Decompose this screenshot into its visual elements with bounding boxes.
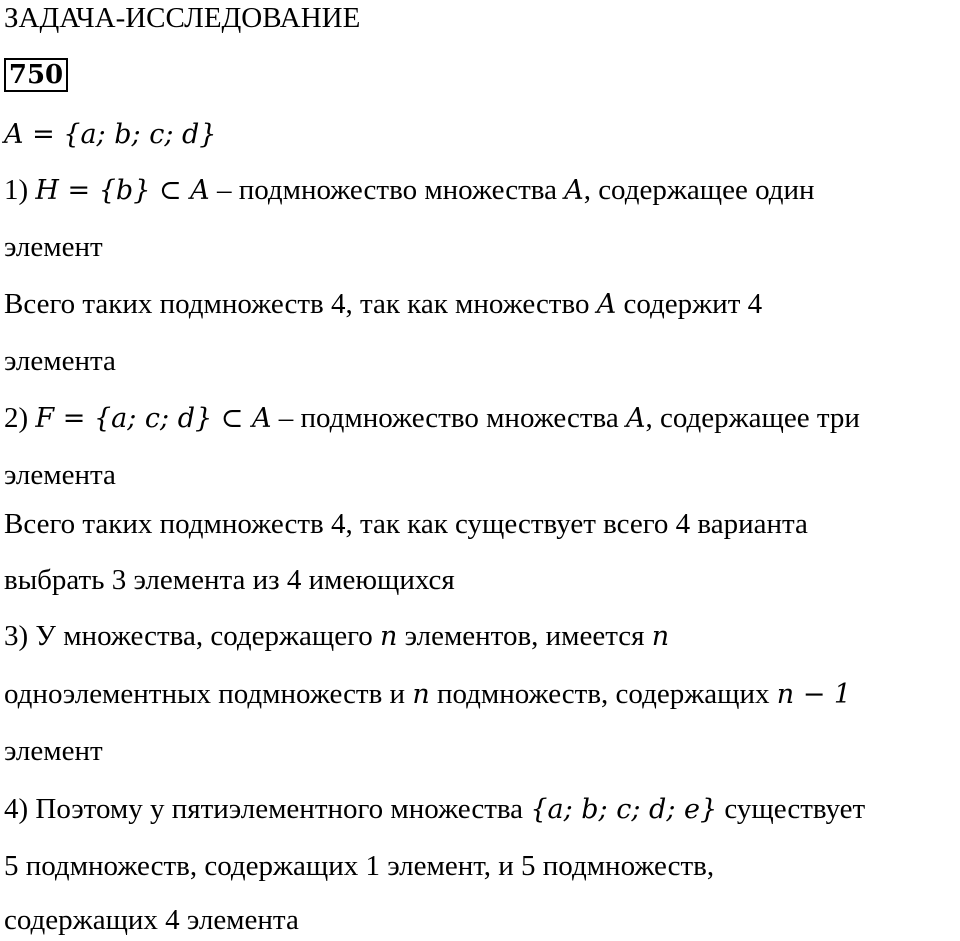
part3-label: 3) [4, 620, 29, 652]
part1-line1 [4, 176, 815, 205]
part1-text-a: – подмножество множества [209, 174, 565, 206]
part2-line2: элемента [4, 459, 116, 491]
part2-text-a: – подмножество множества [271, 402, 626, 434]
set-definition [4, 120, 216, 149]
part3-n1: n [380, 621, 398, 652]
part3-n2: n [651, 621, 670, 652]
part3-text-b: элементов, имеется [397, 620, 652, 652]
part4-label: 4) [4, 793, 29, 825]
part3-text-a: У множества, содержащего [28, 620, 381, 652]
part1-line3-set: A [596, 289, 617, 320]
part1-line3-text-b: содержит 4 [616, 288, 763, 320]
section-title: ЗАДАЧА-ИССЛЕДОВАНИЕ [4, 2, 361, 34]
part2-line3: Всего таких подмножеств 4, так как существует всего 4 варианта [4, 508, 808, 540]
part3-line2-text-a: одноэлементных подмножеств и [4, 678, 413, 710]
part1-label: 1) [4, 174, 29, 206]
part1-line3 [4, 290, 762, 319]
part4-line3: содержащих 4 элемента [4, 904, 299, 936]
part1-text-b: , содержащее один [583, 174, 815, 206]
part3-line3: элемент [4, 735, 103, 767]
part2-label: 2) [4, 402, 29, 434]
part2-line4: выбрать 3 элемента из 4 имеющихся [4, 564, 455, 596]
part3-line2-text-b: подмножеств, содержащих [429, 678, 777, 710]
part1-formula: H = {b} ⊂ A [35, 175, 210, 206]
part2-formula: F = {a; c; d} ⊂ A [35, 403, 272, 434]
part4-text-a: Поэтому у пятиэлементного множества [28, 793, 531, 825]
part2-text-b: , содержащее три [645, 402, 860, 434]
part2-set-name: A [625, 403, 646, 434]
part3-line1 [4, 622, 669, 651]
part1-line3-text-a: Всего таких подмножеств 4, так как множество [4, 288, 597, 320]
problem-number-box: 750 [4, 58, 68, 92]
part4-line2: 5 подмножеств, содержащих 1 элемент, и 5 подмножеств, [4, 850, 715, 882]
part4-set5: {a; b; c; d; e} [530, 794, 718, 825]
part3-line2 [4, 680, 851, 709]
part3-n-minus-1: n − 1 [776, 679, 852, 710]
part1-line2: элемент [4, 231, 103, 263]
part4-text-b: существует [717, 793, 866, 825]
part2-line1 [4, 404, 860, 433]
part3-n3: n [412, 679, 430, 710]
part1-set-name: A [564, 175, 584, 206]
set-definition-formula: A = {a; b; c; d} [4, 119, 217, 150]
part4-line1 [4, 795, 865, 824]
part1-line4: элемента [4, 345, 116, 377]
